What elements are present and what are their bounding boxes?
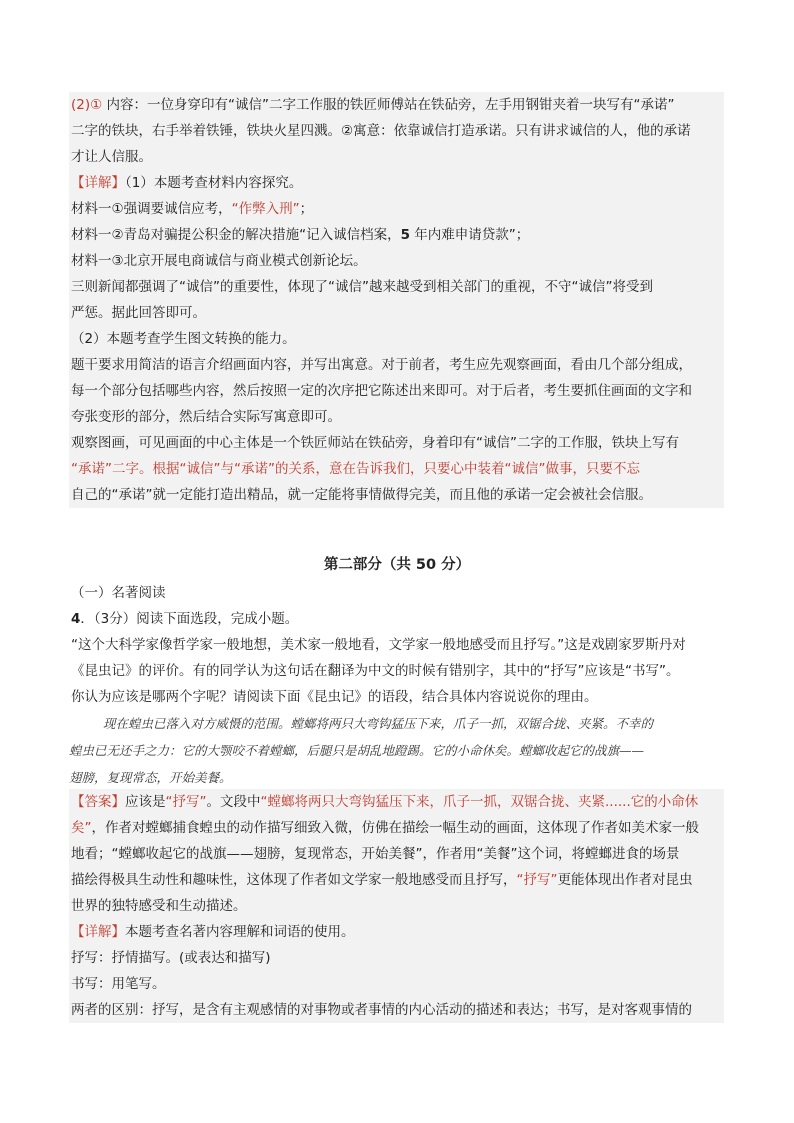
text-span: 内容：一位身穿印有“诚信”二字工作服的铁匠师傅站在铁砧旁，左手用钢钳夹着一块写有“承诺” [102, 97, 675, 113]
text-line: 三则新闻都强调了“诚信”的重要性，体现了“诚信”越来越受到相关部门的重视，不守“诚信”将受到 [71, 279, 653, 295]
detail-tag: 【详解】 [71, 175, 125, 191]
text-line: “承诺”二字。根据“诚信”与“承诺”的关系，意在告诉我们，只要心中装着“诚信”做事，只要不忘 [71, 461, 640, 477]
text-line: 自己的“承诺”就一定能打造出精品，就一定能将事情做得完美，而且他的承诺一定会被社会信服。 [71, 487, 652, 503]
text-line: 《昆虫记》的评价。有的同学认为这句话在翻译为中文的时候有错别字，其中的“抒写”应该是“书写”。 [71, 663, 680, 679]
text-span: 更能体现出作者对昆虫 [557, 872, 693, 888]
bold-number: 5 [400, 227, 411, 243]
item-prefix: (2) [71, 97, 91, 113]
text-span: 材料一①强调要诚信应考， [71, 201, 232, 217]
text-line: 你认为应该是哪两个字呢？请阅读下面《昆虫记》的语段，结合具体内容说说你的理由。 [71, 689, 598, 705]
quote-line: 蝗虫已无还手之力：它的大颚咬不着螳螂，后腿只是胡乱地蹬踢。它的小命休矣。螳螂收起它的战旗—— [69, 743, 645, 758]
text-span: 。文段中 [206, 794, 261, 810]
section-title: 第二部分（共 50 分） [323, 557, 471, 573]
text-line: （2）本题考查学生图文转换的能力。 [71, 331, 296, 347]
quote-excerpt [69, 710, 729, 791]
highlight-text: “抒写” [516, 872, 558, 888]
text-line: 夸张变形的部分，然后结合实际写寓意即可。 [71, 409, 341, 425]
text-line [69, 92, 724, 118]
question-number: 4 [71, 611, 81, 627]
text-span: 年内难申请贷款”； [410, 227, 530, 243]
detail-tag: 【详解】 [71, 924, 125, 940]
text-line: 观察图画，可见画面的中心主体是一个铁匠师站在铁砧旁，身着印有“诚信”二字的工作服，铁块上写有 [71, 435, 679, 451]
answer-block-top [69, 92, 724, 508]
text-line [69, 815, 724, 841]
text-span: ，作者对螳螂捕食蝗虫的动作描写细致入微，仿佛在描绘一幅生动的画面，这体现了作者如美术家一般 [91, 820, 699, 836]
highlight-text: 矣” [71, 820, 92, 836]
text-line: 地看；“螳螂收起它的战旗——翅膀，复现常态，开始美餐”，作者用“美餐”这个词，将螳螂进食的场景 [71, 846, 680, 862]
text-span: 应该是 [125, 794, 166, 810]
question-4-block [69, 580, 729, 710]
text-line [69, 170, 724, 196]
text-line [69, 789, 724, 815]
text-line: 才让人信服。 [71, 149, 152, 165]
highlight-text: “抒写” [165, 794, 207, 810]
text-line: 严惩。据此回答即可。 [71, 305, 206, 321]
highlight-text: “作弊入刑” [231, 201, 300, 217]
text-line: 世界的独特感受和生动描述。 [71, 898, 247, 914]
text-line: “这个大科学家像哲学家一般地想，美术家一般地看，文学家一般地感受而且抒写。”这是戏剧家罗斯丹对 [71, 637, 686, 653]
text-span: ．（3分）阅读下面选段，完成小题。 [80, 611, 299, 627]
text-line: 每一个部分包括哪些内容，然后按照一定的次序把它陈述出来即可。对于后者，考生要抓住画面的文字和 [71, 383, 692, 399]
quote-line: 现在蝗虫已落入对方威慑的范围。螳螂将两只大弯钩猛压下来，爪子一抓，双锯合拢、夹紧。不幸的 [103, 716, 654, 731]
highlight-text: “螳螂将两只大弯钩猛压下来，爪子一抓，双锯合拢、夹紧......它的小命休 [260, 794, 699, 810]
text-line [69, 919, 724, 945]
text-line: 两者的区别：抒写，是含有主观感情的对事物或者事情的内心活动的描述和表达；书写，是对客观事情的 [71, 1002, 692, 1018]
text-line: 二字的铁块，右手举着铁锤，铁块火星四溅。②寓意：依靠诚信打造承诺。只有讲求诚信的人，他的承诺 [71, 123, 691, 139]
text-span: ； [299, 201, 314, 217]
text-line: 材料一③北京开展电商诚信与商业模式创新论坛。 [71, 253, 367, 269]
text-span: （1）本题考查材料内容探究。 [125, 175, 303, 191]
text-line [69, 222, 724, 248]
text-span: 描绘得极具生动性和趣味性，这体现了作者如文学家一般地感受而且抒写， [71, 872, 517, 888]
text-line: 题干要求用简洁的语言介绍画面内容，并写出寓意。对于前者，考生应先观察画面，看由几个部分组成， [71, 357, 692, 373]
sub-section-title: （一）名著阅读 [71, 585, 166, 601]
circled-number: ① [90, 97, 103, 113]
answer-tag: 【答案】 [71, 794, 125, 810]
text-line: 书写：用笔写。 [71, 976, 166, 992]
text-line: 抒写：抒情描写。(或表达和描写) [71, 950, 271, 966]
answer-block-bottom [69, 789, 724, 1023]
quote-line: 翅膀，复现常态，开始美餐。 [69, 770, 232, 785]
text-span: 材料一②青岛对骗提公积金的解决措施“记入诚信档案， [71, 227, 401, 243]
question-header [69, 606, 729, 632]
text-line [69, 196, 724, 222]
text-span: 本题考查名著内容理解和词语的使用。 [125, 924, 355, 940]
text-line [69, 867, 724, 893]
